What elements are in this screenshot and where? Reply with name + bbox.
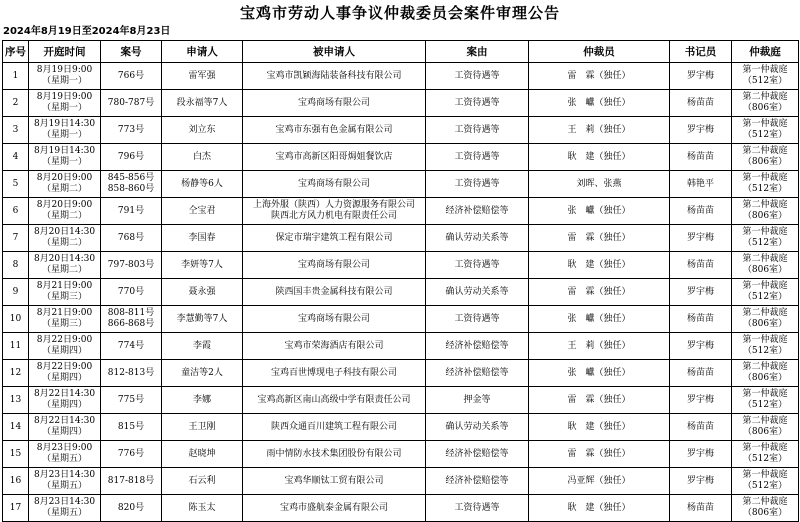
cell-time <box>29 360 101 387</box>
cell-cause: 确认劳动关系等 <box>426 414 529 441</box>
header-court: 仲裁庭 <box>732 41 799 63</box>
cell-clerk: 罗宇梅 <box>670 63 732 90</box>
table-row <box>3 252 799 279</box>
table-row <box>3 63 799 90</box>
cell-line: 宝鸡百世博现电子科技有限公司 <box>270 367 397 378</box>
cell-line: 第一仲裁庭 <box>742 335 788 345</box>
cell-arbitrator: 王 莉（独任） <box>529 333 670 360</box>
cell-no: 17 <box>3 495 29 522</box>
cell-line: （星期五） <box>41 454 87 464</box>
cell-time <box>29 279 101 306</box>
cell-line: 陕西北方风力机电有限责任公司 <box>270 211 397 221</box>
cell-line: （806室） <box>742 211 788 221</box>
table-row <box>3 117 799 144</box>
cell-line: 第一仲裁庭 <box>742 389 788 399</box>
cell-line: （星期三） <box>41 292 87 302</box>
cell-line: （星期四） <box>41 400 87 410</box>
cell-line: 815号 <box>117 421 145 432</box>
cell-arbitrator: 张 巘（独任） <box>529 306 670 333</box>
cell-arbitrator: 冯亚辉（独任） <box>529 468 670 495</box>
table-row <box>3 279 799 306</box>
cell-arbitrator: 张 巘（独任） <box>529 90 670 117</box>
cell-clerk: 罗宇梅 <box>670 387 732 414</box>
cell-respondent <box>243 252 426 279</box>
cell-line: 812-813号 <box>107 367 155 378</box>
cell-line: （512室） <box>742 76 788 86</box>
cell-no: 14 <box>3 414 29 441</box>
cell-clerk: 杨苗苗 <box>670 414 732 441</box>
cell-court <box>732 198 799 225</box>
header-arbitrator: 仲裁员 <box>529 41 670 63</box>
cell-line: （806室） <box>742 427 788 437</box>
cell-line: 770号 <box>117 286 145 297</box>
cell-case <box>101 279 162 306</box>
cell-time <box>29 333 101 360</box>
cell-line: 宝鸡市东强有色金属有限公司 <box>275 124 393 135</box>
cell-respondent <box>243 495 426 522</box>
cell-clerk: 罗宇梅 <box>670 468 732 495</box>
cell-applicant: 雷军强 <box>162 63 243 90</box>
header-cause: 案由 <box>426 41 529 63</box>
cell-case <box>101 117 162 144</box>
cell-line: （512室） <box>742 238 788 248</box>
cell-line: 第一仲裁庭 <box>742 227 788 237</box>
cell-clerk: 杨苗苗 <box>670 252 732 279</box>
cell-line: （星期二） <box>41 238 87 248</box>
cell-line: 780-787号 <box>107 97 155 108</box>
cell-no: 13 <box>3 387 29 414</box>
cell-line: 8月19日14:30 <box>33 146 96 156</box>
cell-respondent <box>243 333 426 360</box>
cell-line: （星期一） <box>41 157 87 167</box>
cell-case <box>101 333 162 360</box>
cell-no: 15 <box>3 441 29 468</box>
cell-arbitrator: 耿 建（独任） <box>529 495 670 522</box>
cell-applicant: 李娜 <box>162 387 243 414</box>
header-time: 开庭时间 <box>29 41 101 63</box>
cell-line: 8月22日14:30 <box>33 416 96 426</box>
cell-applicant: 聂永强 <box>162 279 243 306</box>
cell-line: 8月19日9:00 <box>36 92 93 102</box>
cell-line: 776号 <box>117 448 145 459</box>
table-header-row <box>3 41 799 63</box>
table-row <box>3 171 799 198</box>
cell-court <box>732 252 799 279</box>
cell-line: 第二仲裁庭 <box>742 92 788 102</box>
cell-line: 第二仲裁庭 <box>742 146 788 156</box>
cell-clerk: 杨苗苗 <box>670 306 732 333</box>
cell-applicant: 刘立东 <box>162 117 243 144</box>
cell-court <box>732 90 799 117</box>
cell-line: 8月19日14:30 <box>33 119 96 129</box>
cell-applicant: 杨静等6人 <box>162 171 243 198</box>
cell-cause: 经济补偿赔偿等 <box>426 468 529 495</box>
cell-no: 4 <box>3 144 29 171</box>
table-row <box>3 360 799 387</box>
cell-court <box>732 171 799 198</box>
table-row <box>3 306 799 333</box>
cell-line: 808-811号 <box>107 308 155 318</box>
cell-line: 陕西众通百川建筑工程有限公司 <box>270 421 397 432</box>
cell-line: （512室） <box>742 454 788 464</box>
cell-line: 8月23日9:00 <box>36 443 93 453</box>
case-schedule-table <box>2 40 799 522</box>
cell-applicant: 陈玉太 <box>162 495 243 522</box>
cell-respondent <box>243 90 426 117</box>
notice-title: 宝鸡市劳动人事争议仲裁委员会案件审理公告 <box>239 4 560 22</box>
cell-time <box>29 171 101 198</box>
cell-line: 791号 <box>117 205 145 216</box>
cell-line: （806室） <box>742 319 788 329</box>
cell-time <box>29 441 101 468</box>
cell-line: 陕西国丰贵金属科技有限公司 <box>275 286 393 297</box>
cell-line: （星期一） <box>41 130 87 140</box>
cell-clerk: 杨苗苗 <box>670 495 732 522</box>
cell-line: 第二仲裁庭 <box>742 308 788 318</box>
cell-line: （星期四） <box>41 373 87 383</box>
cell-cause: 工资待遇等 <box>426 171 529 198</box>
cell-respondent <box>243 225 426 252</box>
cell-line: 上海外服（陕西）人力资源服务有限公司 <box>252 200 415 210</box>
cell-line: （星期五） <box>41 508 87 518</box>
cell-line: 宝鸡市高新区阳哥焗姐餐饮店 <box>275 151 393 162</box>
cell-cause: 工资待遇等 <box>426 63 529 90</box>
cell-line: （星期三） <box>41 319 87 329</box>
cell-time <box>29 387 101 414</box>
cell-line: （806室） <box>742 373 788 383</box>
cell-line: 第二仲裁庭 <box>742 200 788 210</box>
cell-no: 10 <box>3 306 29 333</box>
cell-line: 766号 <box>117 70 145 81</box>
cell-applicant: 李霞 <box>162 333 243 360</box>
cell-line: 8月20日14:30 <box>33 254 96 264</box>
cell-line: 820号 <box>117 502 145 513</box>
cell-respondent <box>243 387 426 414</box>
cell-clerk: 杨苗苗 <box>670 198 732 225</box>
cell-case <box>101 90 162 117</box>
cell-time <box>29 414 101 441</box>
cell-applicant: 李慧勤等7人 <box>162 306 243 333</box>
cell-line: 775号 <box>117 394 145 405</box>
table-row <box>3 225 799 252</box>
cell-line: （星期四） <box>41 346 87 356</box>
cell-line: （星期五） <box>41 481 87 491</box>
cell-court <box>732 414 799 441</box>
cell-arbitrator: 雷 霖（独任） <box>529 387 670 414</box>
cell-line: 第二仲裁庭 <box>742 497 788 507</box>
cell-line: （星期一） <box>41 76 87 86</box>
cell-time <box>29 117 101 144</box>
cell-line: 雨中情防水技术集团股份有限公司 <box>266 448 402 459</box>
cell-no: 11 <box>3 333 29 360</box>
cell-line: （512室） <box>742 130 788 140</box>
table-body <box>3 63 799 522</box>
cell-respondent <box>243 144 426 171</box>
cell-line: 第二仲裁庭 <box>742 254 788 264</box>
cell-time <box>29 306 101 333</box>
cell-court <box>732 306 799 333</box>
cell-line: 第一仲裁庭 <box>742 443 788 453</box>
cell-court <box>732 360 799 387</box>
cell-line: 第二仲裁庭 <box>742 416 788 426</box>
cell-line: （512室） <box>742 346 788 356</box>
cell-case <box>101 360 162 387</box>
cell-clerk: 罗宇梅 <box>670 441 732 468</box>
cell-line: 8月20日14:30 <box>33 227 96 237</box>
date-range: 2024年8月19日至2024年8月23日 <box>3 26 171 37</box>
table-row <box>3 90 799 117</box>
cell-line: 宝鸡商场有限公司 <box>297 97 370 108</box>
cell-no: 9 <box>3 279 29 306</box>
cell-court <box>732 468 799 495</box>
cell-court <box>732 117 799 144</box>
cell-arbitrator: 雷 霖（独任） <box>529 441 670 468</box>
cell-court <box>732 144 799 171</box>
cell-line: 第一仲裁庭 <box>742 470 788 480</box>
cell-applicant: 仝宝君 <box>162 198 243 225</box>
cell-line: 845-856号 <box>107 173 155 183</box>
cell-line: 宝鸡市盛航泰金属有限公司 <box>279 502 388 513</box>
cell-line: 宝鸡商场有限公司 <box>297 178 370 189</box>
cell-line: 第一仲裁庭 <box>742 173 788 183</box>
cell-line: 宝鸡市荣海酒店有限公司 <box>284 340 384 351</box>
cell-line: 774号 <box>117 340 145 351</box>
cell-respondent <box>243 414 426 441</box>
cell-case <box>101 387 162 414</box>
cell-no: 5 <box>3 171 29 198</box>
cell-respondent <box>243 63 426 90</box>
cell-case <box>101 495 162 522</box>
cell-court <box>732 225 799 252</box>
cell-line: 8月22日9:00 <box>36 362 93 372</box>
cell-line: 宝鸡华顺钛工贸有限公司 <box>284 475 384 486</box>
cell-respondent <box>243 198 426 225</box>
cell-line: （星期四） <box>41 427 87 437</box>
cell-cause: 确认劳动关系等 <box>426 279 529 306</box>
cell-no: 3 <box>3 117 29 144</box>
cell-time <box>29 225 101 252</box>
cell-line: （星期二） <box>41 265 87 275</box>
cell-line: （806室） <box>742 508 788 518</box>
header-case: 案号 <box>101 41 162 63</box>
cell-applicant: 石云利 <box>162 468 243 495</box>
cell-court <box>732 63 799 90</box>
cell-line: 8月23日14:30 <box>33 470 96 480</box>
cell-line: 宝鸡高新区南山高级中学有限责任公司 <box>257 394 411 405</box>
cell-line: 8月21日9:00 <box>36 281 93 291</box>
cell-court <box>732 333 799 360</box>
cell-line: 第一仲裁庭 <box>742 119 788 129</box>
cell-line: （806室） <box>742 265 788 275</box>
cell-respondent <box>243 279 426 306</box>
cell-no: 16 <box>3 468 29 495</box>
cell-case <box>101 468 162 495</box>
cell-line: （星期二） <box>41 184 87 194</box>
table-row <box>3 495 799 522</box>
table-row <box>3 387 799 414</box>
cell-line: 保定市瑞宇建筑工程有限公司 <box>275 232 393 243</box>
cell-case <box>101 63 162 90</box>
cell-line: 8月20日9:00 <box>36 200 93 210</box>
cell-court <box>732 279 799 306</box>
cell-arbitrator: 雷 霖（独任） <box>529 63 670 90</box>
cell-cause: 经济补偿赔偿等 <box>426 333 529 360</box>
cell-line: 768号 <box>117 232 145 243</box>
cell-line: （512室） <box>742 292 788 302</box>
cell-line: （806室） <box>742 103 788 113</box>
cell-no: 6 <box>3 198 29 225</box>
cell-cause: 经济补偿赔偿等 <box>426 360 529 387</box>
cell-line: 858-860号 <box>107 184 155 194</box>
cell-time <box>29 198 101 225</box>
header-applicant: 申请人 <box>162 41 243 63</box>
cell-cause: 工资待遇等 <box>426 252 529 279</box>
cell-applicant: 李国春 <box>162 225 243 252</box>
cell-line: 773号 <box>117 124 145 135</box>
cell-case <box>101 171 162 198</box>
cell-cause: 工资待遇等 <box>426 495 529 522</box>
cell-applicant: 赵晓坤 <box>162 441 243 468</box>
cell-respondent <box>243 360 426 387</box>
cell-arbitrator: 耿 建（独任） <box>529 252 670 279</box>
cell-cause: 经济补偿赔偿等 <box>426 441 529 468</box>
cell-case <box>101 414 162 441</box>
cell-respondent <box>243 117 426 144</box>
cell-arbitrator: 耿 建（独任） <box>529 414 670 441</box>
table-row <box>3 441 799 468</box>
cell-line: （512室） <box>742 481 788 491</box>
cell-line: （512室） <box>742 400 788 410</box>
cell-no: 8 <box>3 252 29 279</box>
cell-time <box>29 90 101 117</box>
cell-court <box>732 495 799 522</box>
cell-line: 8月23日14:30 <box>33 497 96 507</box>
cell-line: 796号 <box>117 151 145 162</box>
cell-case <box>101 144 162 171</box>
cell-no: 1 <box>3 63 29 90</box>
cell-respondent <box>243 468 426 495</box>
cell-respondent <box>243 441 426 468</box>
cell-applicant: 白杰 <box>162 144 243 171</box>
cell-case <box>101 198 162 225</box>
cell-time <box>29 495 101 522</box>
cell-respondent <box>243 171 426 198</box>
cell-applicant: 李妍等7人 <box>162 252 243 279</box>
cell-clerk: 杨苗苗 <box>670 90 732 117</box>
cell-line: 8月22日14:30 <box>33 389 96 399</box>
cell-respondent <box>243 306 426 333</box>
cell-cause: 工资待遇等 <box>426 90 529 117</box>
header-no: 序号 <box>3 41 29 63</box>
cell-time <box>29 252 101 279</box>
cell-arbitrator: 雷 霖（独任） <box>529 225 670 252</box>
cell-court <box>732 441 799 468</box>
cell-arbitrator: 刘晖、张燕 <box>529 171 670 198</box>
table-row <box>3 144 799 171</box>
cell-clerk: 杨苗苗 <box>670 144 732 171</box>
cell-case <box>101 225 162 252</box>
cell-line: 8月19日9:00 <box>36 65 93 75</box>
cell-clerk: 韩艳平 <box>670 171 732 198</box>
cell-applicant: 童洁等2人 <box>162 360 243 387</box>
table-row <box>3 333 799 360</box>
table-row <box>3 198 799 225</box>
table-row <box>3 414 799 441</box>
cell-clerk: 罗宇梅 <box>670 333 732 360</box>
header-clerk: 书记员 <box>670 41 732 63</box>
cell-applicant: 王卫刚 <box>162 414 243 441</box>
cell-arbitrator: 张 巘（独任） <box>529 360 670 387</box>
cell-line: （512室） <box>742 184 788 194</box>
cell-time <box>29 144 101 171</box>
cell-no: 12 <box>3 360 29 387</box>
cell-arbitrator: 张 巘（独任） <box>529 198 670 225</box>
cell-arbitrator: 王 莉（独任） <box>529 117 670 144</box>
cell-cause: 经济补偿赔偿等 <box>426 198 529 225</box>
cell-line: 宝鸡商场有限公司 <box>297 313 370 324</box>
cell-line: 第一仲裁庭 <box>742 281 788 291</box>
cell-clerk: 罗宇梅 <box>670 225 732 252</box>
cell-cause: 工资待遇等 <box>426 306 529 333</box>
cell-line: （星期二） <box>41 211 87 221</box>
cell-line: 817-818号 <box>107 475 155 486</box>
cell-cause: 工资待遇等 <box>426 144 529 171</box>
cell-line: 8月21日9:00 <box>36 308 93 318</box>
cell-line: 8月22日9:00 <box>36 335 93 345</box>
cell-case <box>101 306 162 333</box>
cell-line: 宝鸡商场有限公司 <box>297 259 370 270</box>
cell-clerk: 罗宇梅 <box>670 117 732 144</box>
cell-line: 第一仲裁庭 <box>742 65 788 75</box>
cell-cause: 押金等 <box>426 387 529 414</box>
cell-cause: 确认劳动关系等 <box>426 225 529 252</box>
cell-case <box>101 441 162 468</box>
header-respondent: 被申请人 <box>243 41 426 63</box>
cell-court <box>732 387 799 414</box>
cell-line: 797-803号 <box>107 259 155 270</box>
table-row <box>3 468 799 495</box>
cell-time <box>29 63 101 90</box>
cell-time <box>29 468 101 495</box>
cell-line: 第二仲裁庭 <box>742 362 788 372</box>
cell-line: 866-868号 <box>107 319 155 329</box>
cell-line: （806室） <box>742 157 788 167</box>
cell-cause: 工资待遇等 <box>426 117 529 144</box>
cell-no: 7 <box>3 225 29 252</box>
cell-line: 8月20日9:00 <box>36 173 93 183</box>
cell-arbitrator: 雷 霖（独任） <box>529 279 670 306</box>
cell-clerk: 杨苗苗 <box>670 360 732 387</box>
cell-no: 2 <box>3 90 29 117</box>
cell-applicant: 段永福等7人 <box>162 90 243 117</box>
cell-line: （星期一） <box>41 103 87 113</box>
cell-line: 宝鸡市凯颖海陆装备科技有限公司 <box>266 70 402 81</box>
cell-clerk: 罗宇梅 <box>670 279 732 306</box>
cell-arbitrator: 耿 建（独任） <box>529 144 670 171</box>
cell-case <box>101 252 162 279</box>
